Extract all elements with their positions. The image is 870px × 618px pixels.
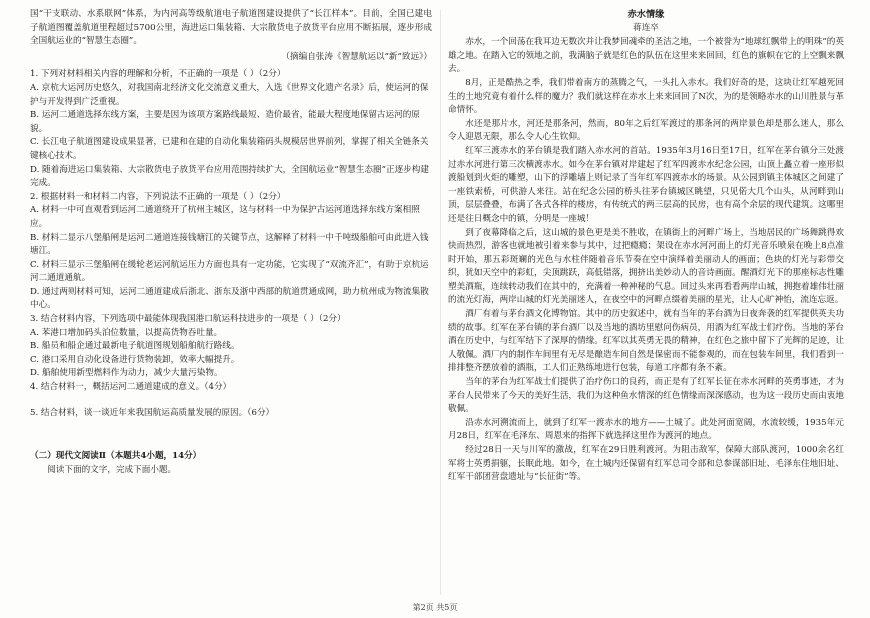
page-number: 第2页 共5页: [412, 603, 458, 612]
article-paragraph: 酒厂有着与茅台酒文化博物馆。其中的历史叙述中，就有当年的茅台酒为日夜奔袭的红军提供英夫功绩的故事。红军在茅台镇的茅台酒厂以及当地的酒坊里慰问伤病员，用酒为红军战士们疗伤。当地的茅台酒在历史中，与红军结下了深厚的情缘。红军以其英勇无畏的精神，在红色之旅中留下了光辉的足迹，让人敬佩。酒厂内的制作车间里有无尽是酿造车间自然是保密而不能参观的，而在包装车间里，我们看到一排排整齐摆放着的酒瓶，工人们正熟练地进行包装，每道工序都有条不紊。: [448, 309, 844, 374]
question-4: [30, 381, 432, 395]
article-paragraph: 赤水，一个回荡在我耳边无数次并让我梦回魂牵的圣洁之地，一个被誉为“地球红飘带上的明珠”的英雄之地。在踏入它的领地之前，我满脑子就是红色的队伍在这里来来回回，红色的旗帜在它的上空飘来飘去。: [448, 37, 844, 75]
option-c: C. 长江电子航道图建设成果显著，已建和在建的自动化集装箱码头规模居世界前列，掌握了相关全链条关键核心技术。: [30, 137, 429, 161]
question-stem: 5. 结合材料，谈一谈近年来我国航运高质量发展的原因。（6分）: [30, 407, 275, 418]
article-paragraph: 沿赤水河溯流而上，就到了红军一渡赤水的地方——土城了。此处河面宽阔，水流较缓，1935年元月28日，红军在毛泽东、周恩来的指挥下就选择这里作为渡河的地点。: [448, 417, 844, 442]
option-c: C. 材料三显示三堡船闸在缓轮老运河航运压力方面也具有一定功能，它实现了“双流齐汇”，有助于京杭运河二通道通航。: [30, 259, 429, 284]
question-stem: 2. 根据材料一和材料二内容，下列说法不正确的一项是（ ）（2分）: [30, 191, 286, 202]
article-paragraph: 水还是那片水，河还是那条河，然而，80年之后红军渡过的那条河的两岸景色却是那么迷人，那么令人迎恩无限，那么令人心生钦仰。: [448, 118, 844, 143]
section-heading: （二）现代文阅读Ⅱ（本题共4小题，14分）: [30, 451, 202, 462]
article-paragraph: 8月，正是酷热之季，我们带着南方的蒸腾之气，一头扎入赤水。我们好奇的是，这块让红军越死回生的土地究竟有着什么样的魔力？我们就这样在赤水上来来回回了N次，为的是领略赤水的山川胜景与革命情怀。: [448, 77, 844, 116]
option-b: B. 运河二通道选择东线方案，主要是因为该项方案路线最短、造价最省，能最大程度地保留古运河的原貌。: [30, 110, 420, 134]
question-1: [30, 68, 432, 190]
option-b: B. 材料二显示八堡船闸是运河二通道连接钱塘江的关键节点，这解释了材料一中千吨级船舶可由此进入钱塘江。: [30, 232, 429, 257]
question-stem: 3. 结合材料内容，下列选项中最能体现我国港口航运科技进步的一项是（ ）（2分）: [30, 314, 346, 325]
article-author: 蒋连卒: [633, 22, 659, 33]
option-a: A. 材料一中可直观看到运河二通道绕开了杭州主城区，这与材料一中为保护古运河道选择东线方案相照应。: [30, 205, 420, 229]
option-b: B. 船员和船企通过最新电子航道图规划船舶航行路线。: [30, 341, 240, 352]
option-d: D. 通过两则材料可知，运河二通道建成后浙北、浙东及浙中西部的航道贯通成网，助力杭州成为物流集散中心。: [30, 286, 429, 311]
article-paragraph: 经过28日一天与川军的激战，红军在29日胜利渡河。为阻击敌军，保障大部队渡河，1000余名红军将士英勇捐躯，长眠此地。如今，在土城内还保留有红军总司令部和总参谋部旧址、毛泽东住地旧址、红军干部团营盘遗址与“长征街”等。: [448, 445, 844, 483]
article-paragraph: 红军三渡赤水的茅台镇是我们踏入赤水河的首站。1935年3月16日至17日，红军在茅台镇分三处渡过赤水河进行第三次横渡赤水。如今在茅台镇对岸建起了红军四渡赤水纪念公园，山顶上矗立着一座形似渡船划到火炬的雕塑，山下的浮雕墙上则记录了当年红军四渡赤水的场景。从公园到镇主体城区之间建了一座铁索桥，可供游人来往。站在纪念公园的桥头往茅台镇城区眺望，只见偌大几个山头，从河畔到山顶，层层叠叠，布满了各式各样的楼房，有传统式的两三层高的民房，也有高个余层的现代建筑。这哪里还是往日概念中的镇，分明是一座城！: [448, 145, 844, 224]
material-intro: 国“干支联动、水系联网”体系，为内河高等级航道电子航道图建设提供了“长江样本”。目前，全国已建电子航道图覆盖航道里程超过5700公里，海进运口集装箱、大宗散货电子放货平台应用不断拓展，逐步形成全国航运业的“智慧生态圈”。: [30, 9, 432, 47]
column-divider: [440, 10, 441, 595]
option-d: D. 船舶使用新型燃料作为动力，减少大量污染物。: [30, 368, 223, 379]
option-c: C. 港口采用自动化设备进行货物装卸，效率大幅提升。: [30, 354, 240, 365]
right-column: [448, 8, 844, 485]
option-a: A. 苯港口增加码头泊位数量，以提高货物吞吐量。: [30, 327, 223, 338]
article-paragraph: 当年的茅台为红军战士们提供了治疗伤口的良药，而正是有了红军长征在赤水河畔的英勇事迹，才为茅台人民带来了今天的美好生活，我们为这种鱼水情深的红色情缘而深深感动，也为这一段历史而由衷地敬佩。: [448, 377, 844, 415]
left-column: [30, 8, 432, 477]
option-d: D. 随着海进运口集装箱、大宗散货电子放货平台应用范围持续扩大，全国航运业“智慧生态圈”正逐步构建完成。: [30, 164, 429, 189]
question-5: [30, 407, 432, 421]
article-title: 赤水情缘: [627, 9, 665, 20]
article-paragraph: 到了夜幕降临之后，这山城的景色更是美不胜收，在镇街上的河畔广场上，当地居民的广场舞跳得欢快而热烈，游客也就地被引着来参与其中，过把瘾瘾；架设在赤水河河面上的灯光音乐喷泉在晚上8点准时开始，那五彩斑斓的光色与水柱伴随着音乐节奏在空中演绎着美丽动人的画面；色块的灯光与彩带交织，犹如天空中的彩虹，尖顶跳跃，高低错落，拥挤出美妙动人的音诗画面。醒酒灯光下的那座标志性雕塑美酒瓶，连续转动我们在其中的，充满着一种神秘的气息。回过头来再看看两岸山城，拥抱着雄伟壮丽的流光灯海，两岸山城的灯光美丽迷人，在夜空中的河畔点缀着美丽的星光，让人心旷神怡，流连忘返。: [448, 227, 844, 306]
source-citation: （摘编自张涛《智慧航运以“新”致远》）: [281, 51, 432, 62]
question-2: [30, 191, 432, 313]
question-3: [30, 313, 432, 381]
option-a: A. 京杭大运河历史悠久，对我国南北经济文化交流意义重大，入选《世界文化遗产名录》后，使运河的保护与开发得到广泛重视。: [30, 82, 429, 107]
question-stem: 1. 下列对材料相关内容的理解和分析，不正确的一项是（ ）（2分）: [30, 69, 286, 80]
section-instruction: 阅读下面的文字，完成下面小题。: [47, 464, 177, 475]
question-stem: 4. 结合材料一，概括运河二通道建成的意义。（4分）: [30, 382, 232, 393]
